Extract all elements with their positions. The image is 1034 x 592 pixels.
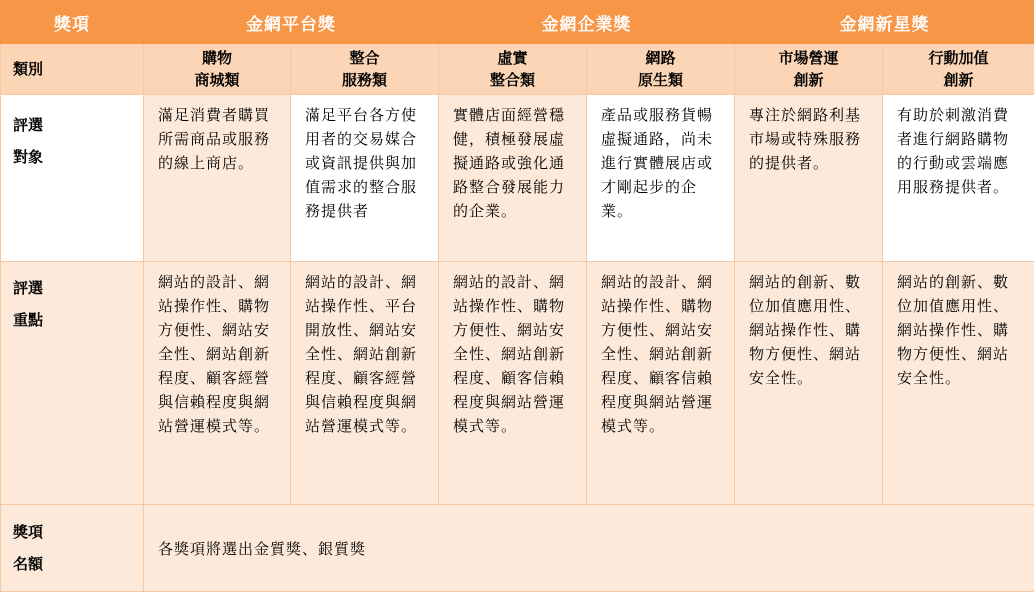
target-cell: 滿足消費者購買所需商品或服務的線上商店。 — [144, 95, 291, 262]
focus-cell: 網站的設計、網站操作性、平台開放性、網站安全性、網站創新程度、顧客經營與信賴程度與網站營運模式等。 — [291, 262, 439, 505]
focus-cell: 網站的創新、數位加值應用性、網站操作性、購物方便性、網站安全性。 — [883, 262, 1034, 505]
category-line: 創新 — [883, 69, 1034, 91]
category-line: 虛實 — [439, 47, 586, 69]
target-cell: 有助於刺激消費者進行網路購物的行動或雲端應用服務提供者。 — [883, 95, 1034, 262]
category-row-label: 類別 — [1, 44, 144, 95]
focus-row-label — [1, 262, 144, 505]
row-label-line: 名額 — [13, 548, 143, 580]
count-row — [1, 505, 1034, 592]
category-line: 整合類 — [439, 69, 586, 91]
header-group-newstar: 金網新星獎 — [735, 1, 1034, 44]
category-cell — [735, 44, 883, 95]
category-line: 購物 — [144, 47, 290, 69]
row-label-line: 獎項 — [13, 516, 143, 548]
category-line: 商城類 — [144, 69, 290, 91]
category-line: 行動加值 — [883, 47, 1034, 69]
category-line: 服務類 — [291, 69, 438, 91]
focus-cell: 網站的設計、網站操作性、購物方便性、網站安全性、網站創新程度、顧客信賴程度與網站營運模式等。 — [587, 262, 735, 505]
category-line: 原生類 — [587, 69, 734, 91]
count-text: 各獎項將選出金質獎、銀質獎 — [144, 505, 1034, 592]
category-cell — [439, 44, 587, 95]
focus-cell: 網站的設計、網站操作性、購物方便性、網站安全性、網站創新程度、顧客信賴程度與網站營運模式等。 — [439, 262, 587, 505]
focus-cell: 網站的設計、網站操作性、購物方便性、網站安全性、網站創新程度、顧客經營與信賴程度與網站營運模式等。 — [144, 262, 291, 505]
focus-cell: 網站的創新、數位加值應用性、網站操作性、購物方便性、網站安全性。 — [735, 262, 883, 505]
header-row — [1, 1, 1034, 44]
category-cell — [587, 44, 735, 95]
category-cell — [883, 44, 1034, 95]
focus-row — [1, 262, 1034, 505]
count-row-label — [1, 505, 144, 592]
row-label-line: 重點 — [13, 304, 143, 336]
target-cell: 滿足平台各方使用者的交易媒合或資訊提供與加值需求的整合服務提供者 — [291, 95, 439, 262]
row-label-line: 對象 — [13, 141, 143, 173]
category-cell — [144, 44, 291, 95]
target-cell: 產品或服務貨暢虛擬通路，尚未進行實體展店或才剛起步的企業。 — [587, 95, 735, 262]
target-row — [1, 95, 1034, 262]
category-line: 創新 — [735, 69, 882, 91]
row-label-line: 評選 — [13, 109, 143, 141]
category-line: 網路 — [587, 47, 734, 69]
header-group-enterprise: 金網企業獎 — [439, 1, 735, 44]
category-line: 市場營運 — [735, 47, 882, 69]
header-award-label: 獎項 — [1, 1, 144, 44]
target-cell: 專注於網路利基市場或特殊服務的提供者。 — [735, 95, 883, 262]
category-row — [1, 44, 1034, 95]
category-line: 整合 — [291, 47, 438, 69]
category-cell — [291, 44, 439, 95]
row-label-line: 評選 — [13, 272, 143, 304]
target-cell: 實體店面經營穩健，積極發展虛擬通路或強化通路整合發展能力的企業。 — [439, 95, 587, 262]
target-row-label — [1, 95, 144, 262]
header-group-platform: 金網平台獎 — [144, 1, 439, 44]
